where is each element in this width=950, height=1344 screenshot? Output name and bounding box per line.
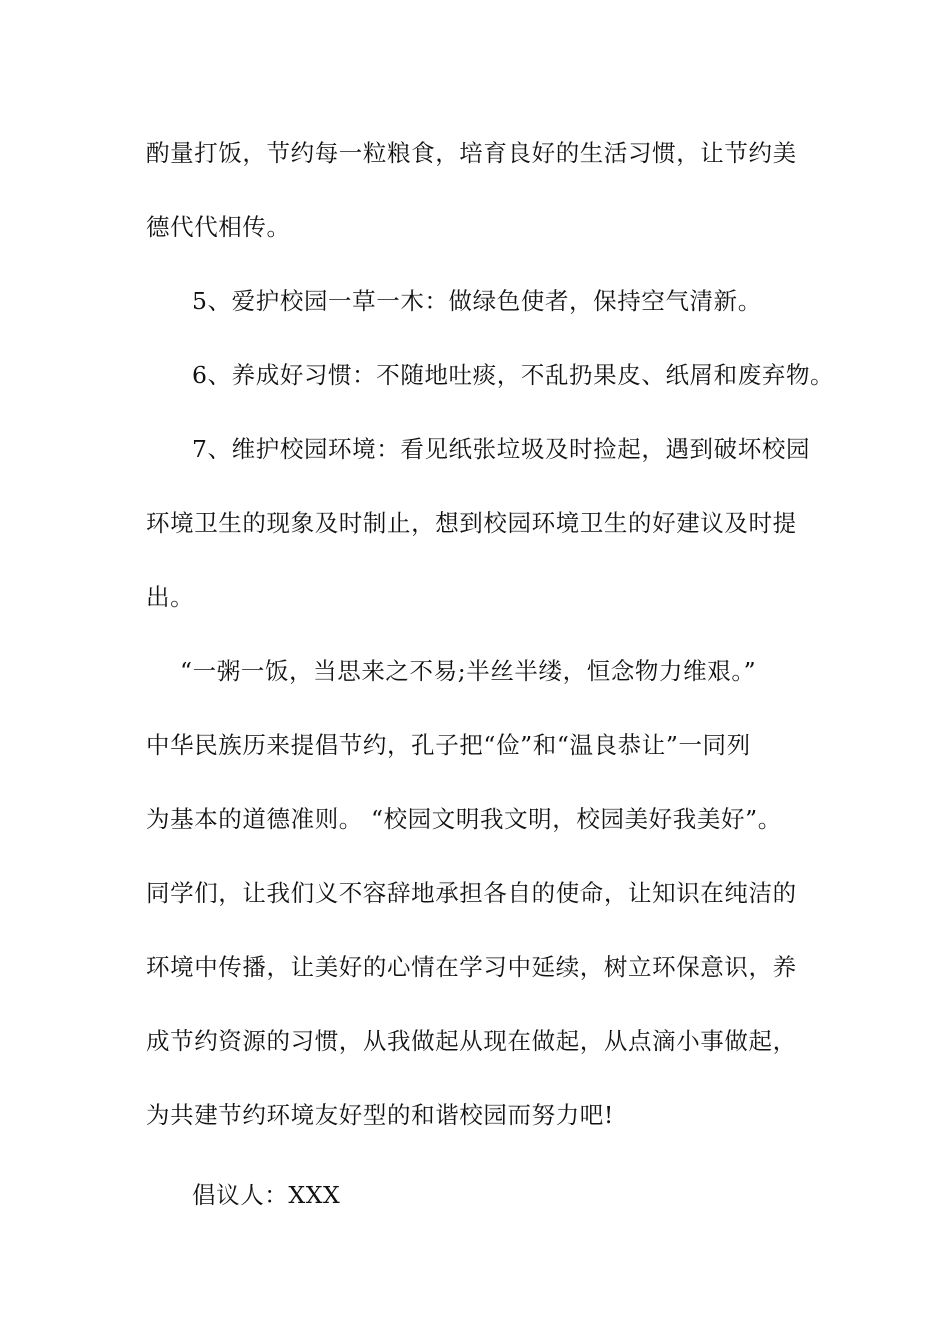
list-item-6: 6、养成好习惯：不随地吐痰，不乱扔果皮、纸屑和废弃物。: [192, 361, 835, 389]
list-item-5: 5、爱护校园一草一木：做绿色使者，保持空气清新。: [192, 287, 762, 315]
text-line-7: 出。: [146, 583, 195, 611]
text-line-11: 同学们，让我们义不容辞地承担各自的使命，让知识在纯洁的: [146, 879, 797, 907]
quote-line: “一粥一饭，当思来之不易;半丝半缕，恒念物力维艰。”: [180, 657, 757, 685]
text-line-14: 为共建节约环境友好型的和谐校园而努力吧!: [146, 1101, 614, 1129]
text-line-12: 环境中传播，让美好的心情在学习中延续，树立环保意识，养: [146, 953, 797, 981]
text-line-2: 德代代相传。: [146, 213, 291, 241]
text-line-10: 为基本的道德准则。 “校园文明我文明，校园美好我美好”。: [146, 805, 782, 833]
text-line-9: 中华民族历来提倡节约，孔子把“俭”和“温良恭让”一同列: [146, 731, 751, 759]
text-line-13: 成节约资源的习惯，从我做起从现在做起，从点滴小事做起，: [146, 1027, 797, 1055]
text-line-1: 酌量打饭，节约每一粒粮食，培育良好的生活习惯，让节约美: [146, 139, 797, 167]
signature-line: 倡议人：XXX: [192, 1181, 341, 1209]
text-line-6: 环境卫生的现象及时制止，想到校园环境卫生的好建议及时提: [146, 509, 797, 537]
list-item-7: 7、维护校园环境：看见纸张垃圾及时捡起，遇到破坏校园: [192, 435, 811, 463]
